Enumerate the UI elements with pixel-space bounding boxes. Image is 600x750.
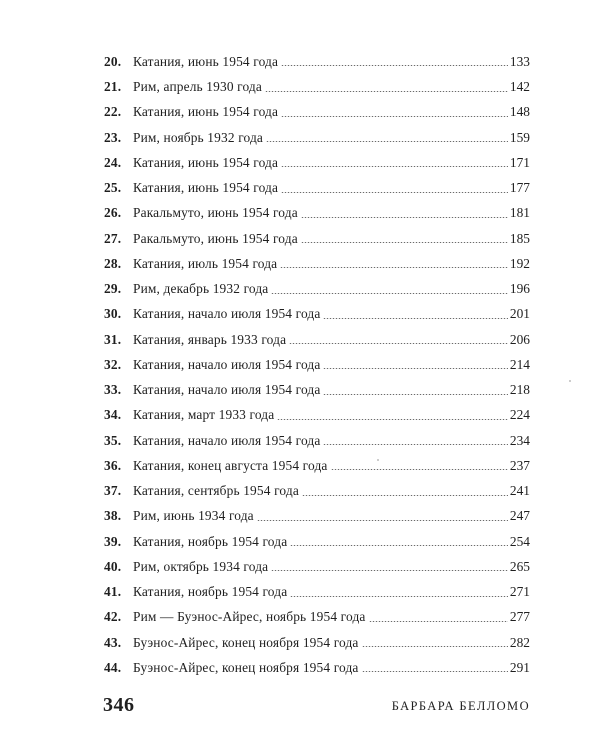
toc-entry xyxy=(104,150,530,175)
toc-chapter-title: Катания, март 1933 года xyxy=(133,407,275,423)
toc-chapter-title: Рим, апрель 1930 года xyxy=(133,79,262,95)
toc-chapter-title: Буэнос-Айрес, конец ноября 1954 года xyxy=(133,634,359,650)
toc-chapter-number: 37. xyxy=(104,483,122,499)
toc-chapter-title: Катания, конец августа 1954 года xyxy=(133,457,328,473)
toc-chapter-title: Катания, начало июля 1954 года xyxy=(133,356,321,372)
toc-dot-leader xyxy=(271,570,508,571)
toc-entry xyxy=(104,579,530,604)
toc-dot-leader xyxy=(362,671,508,672)
toc-entry xyxy=(104,201,530,226)
toc-entry xyxy=(104,175,530,200)
toc-dot-leader xyxy=(301,217,508,218)
toc-entry xyxy=(104,529,530,554)
toc-page-number: 181 xyxy=(509,205,530,221)
toc-entry xyxy=(104,655,530,680)
paper-speck xyxy=(569,380,571,382)
toc-dot-leader xyxy=(281,166,508,167)
toc-chapter-number: 20. xyxy=(104,53,122,69)
toc-chapter-number: 28. xyxy=(104,255,122,271)
toc-page-number: 171 xyxy=(509,154,530,170)
toc-page-number: 142 xyxy=(509,79,530,95)
toc-entry xyxy=(104,276,530,301)
toc-page-number: 159 xyxy=(509,129,530,145)
toc-page-number: 254 xyxy=(509,533,530,549)
toc-page-number: 218 xyxy=(509,382,530,398)
toc-chapter-number: 34. xyxy=(104,407,122,423)
toc-page-number: 214 xyxy=(509,356,530,372)
toc-page-number: 241 xyxy=(509,483,530,499)
toc-chapter-title: Катания, начало июля 1954 года xyxy=(133,382,321,398)
toc-chapter-number: 25. xyxy=(104,180,122,196)
toc-dot-leader xyxy=(257,520,508,521)
toc-chapter-title: Ракальмуто, июнь 1954 года xyxy=(133,205,298,221)
toc-dot-leader xyxy=(323,444,507,445)
toc-chapter-title: Катания, ноябрь 1954 года xyxy=(133,584,288,600)
toc-chapter-number: 43. xyxy=(104,634,122,650)
toc-entry xyxy=(104,630,530,655)
toc-chapter-title: Катания, июнь 1954 года xyxy=(133,180,279,196)
toc-page-number: 133 xyxy=(509,53,530,69)
toc-page-number: 271 xyxy=(509,584,530,600)
toc-dot-leader xyxy=(323,394,507,395)
toc-chapter-title: Рим, июнь 1934 года xyxy=(133,508,254,524)
toc-page-number: 206 xyxy=(509,331,530,347)
toc-entry xyxy=(104,302,530,327)
toc-page-number: 185 xyxy=(509,230,530,246)
toc-page-number: 177 xyxy=(509,180,530,196)
toc-entry xyxy=(104,428,530,453)
toc-chapter-number: 41. xyxy=(104,584,122,600)
toc-chapter-number: 23. xyxy=(104,129,122,145)
toc-chapter-title: Катания, начало июля 1954 года xyxy=(133,306,321,322)
toc-dot-leader xyxy=(289,343,508,344)
toc-chapter-title: Рим, октябрь 1934 года xyxy=(133,558,269,574)
toc-dot-leader xyxy=(362,646,508,647)
toc-chapter-number: 21. xyxy=(104,79,122,95)
toc-entry xyxy=(104,352,530,377)
toc-chapter-number: 35. xyxy=(104,432,122,448)
toc-dot-leader xyxy=(302,495,508,496)
toc-chapter-number: 32. xyxy=(104,356,122,372)
toc-page-number: 277 xyxy=(509,609,530,625)
toc-chapter-number: 39. xyxy=(104,533,122,549)
toc-entry xyxy=(104,478,530,503)
toc-page-number: 224 xyxy=(509,407,530,423)
toc-chapter-title: Рим — Буэнос-Айрес, ноябрь 1954 года xyxy=(133,609,366,625)
toc-chapter-number: 40. xyxy=(104,558,122,574)
toc-dot-leader xyxy=(290,596,508,597)
toc-chapter-number: 26. xyxy=(104,205,122,221)
toc-dot-leader xyxy=(281,192,508,193)
page-number: 346 xyxy=(103,694,135,716)
paper-speck xyxy=(377,459,379,461)
toc-entry xyxy=(104,251,530,276)
toc-page-number: 201 xyxy=(509,306,530,322)
toc-chapter-title: Катания, сентябрь 1954 года xyxy=(133,483,299,499)
toc-dot-leader xyxy=(323,318,507,319)
toc-chapter-title: Рим, ноябрь 1932 года xyxy=(133,129,264,145)
toc-chapter-number: 30. xyxy=(104,306,122,322)
toc-dot-leader xyxy=(281,116,508,117)
toc-page-number: 237 xyxy=(509,457,530,473)
toc-dot-leader xyxy=(301,242,508,243)
toc-entry xyxy=(104,125,530,150)
toc-page-number: 192 xyxy=(509,255,530,271)
toc-chapter-title: Катания, июнь 1954 года xyxy=(133,104,279,120)
toc-chapter-number: 24. xyxy=(104,154,122,170)
toc-dot-leader xyxy=(277,419,508,420)
toc-dot-leader xyxy=(323,368,507,369)
toc-chapter-number: 42. xyxy=(104,609,122,625)
toc-chapter-number: 29. xyxy=(104,281,122,297)
toc-page-number: 234 xyxy=(509,432,530,448)
toc-chapter-number: 27. xyxy=(104,230,122,246)
toc-entry xyxy=(104,377,530,402)
toc-entry xyxy=(104,74,530,99)
toc-page-number: 196 xyxy=(509,281,530,297)
toc-chapter-number: 22. xyxy=(104,104,122,120)
toc-entry xyxy=(104,554,530,579)
toc-chapter-number: 33. xyxy=(104,382,122,398)
toc-chapter-title: Катания, июнь 1954 года xyxy=(133,154,279,170)
toc-chapter-title: Катания, июнь 1954 года xyxy=(133,53,279,69)
toc-chapter-title: Катания, ноябрь 1954 года xyxy=(133,533,288,549)
toc-page-number: 265 xyxy=(509,558,530,574)
toc-entry xyxy=(104,226,530,251)
toc-dot-leader xyxy=(266,141,508,142)
toc-chapter-title: Катания, начало июля 1954 года xyxy=(133,432,321,448)
toc-chapter-number: 38. xyxy=(104,508,122,524)
toc-entry xyxy=(104,403,530,428)
toc-dot-leader xyxy=(290,545,508,546)
toc-chapter-number: 36. xyxy=(104,457,122,473)
toc-entry xyxy=(104,49,530,74)
table-of-contents xyxy=(104,49,530,680)
toc-page-number: 148 xyxy=(509,104,530,120)
toc-dot-leader xyxy=(280,267,508,268)
toc-dot-leader xyxy=(281,65,508,66)
toc-dot-leader xyxy=(369,621,508,622)
toc-dot-leader xyxy=(265,91,508,92)
toc-chapter-number: 31. xyxy=(104,331,122,347)
toc-entry xyxy=(104,504,530,529)
toc-chapter-title: Катания, январь 1933 года xyxy=(133,331,287,347)
toc-entry xyxy=(104,605,530,630)
toc-chapter-title: Рим, декабрь 1932 года xyxy=(133,281,269,297)
toc-chapter-title: Катания, июль 1954 года xyxy=(133,255,278,271)
toc-chapter-number: 44. xyxy=(104,659,122,675)
toc-dot-leader xyxy=(271,293,508,294)
running-header-author: БАРБАРА БЕЛЛОМО xyxy=(391,699,530,713)
toc-chapter-title: Ракальмуто, июнь 1954 года xyxy=(133,230,298,246)
toc-dot-leader xyxy=(331,469,508,470)
toc-page-number: 282 xyxy=(509,634,530,650)
toc-page-number: 291 xyxy=(509,659,530,675)
toc-chapter-title: Буэнос-Айрес, конец ноября 1954 года xyxy=(133,659,359,675)
toc-page-number: 247 xyxy=(509,508,530,524)
toc-entry xyxy=(104,327,530,352)
toc-entry xyxy=(104,453,530,478)
toc-entry xyxy=(104,100,530,125)
